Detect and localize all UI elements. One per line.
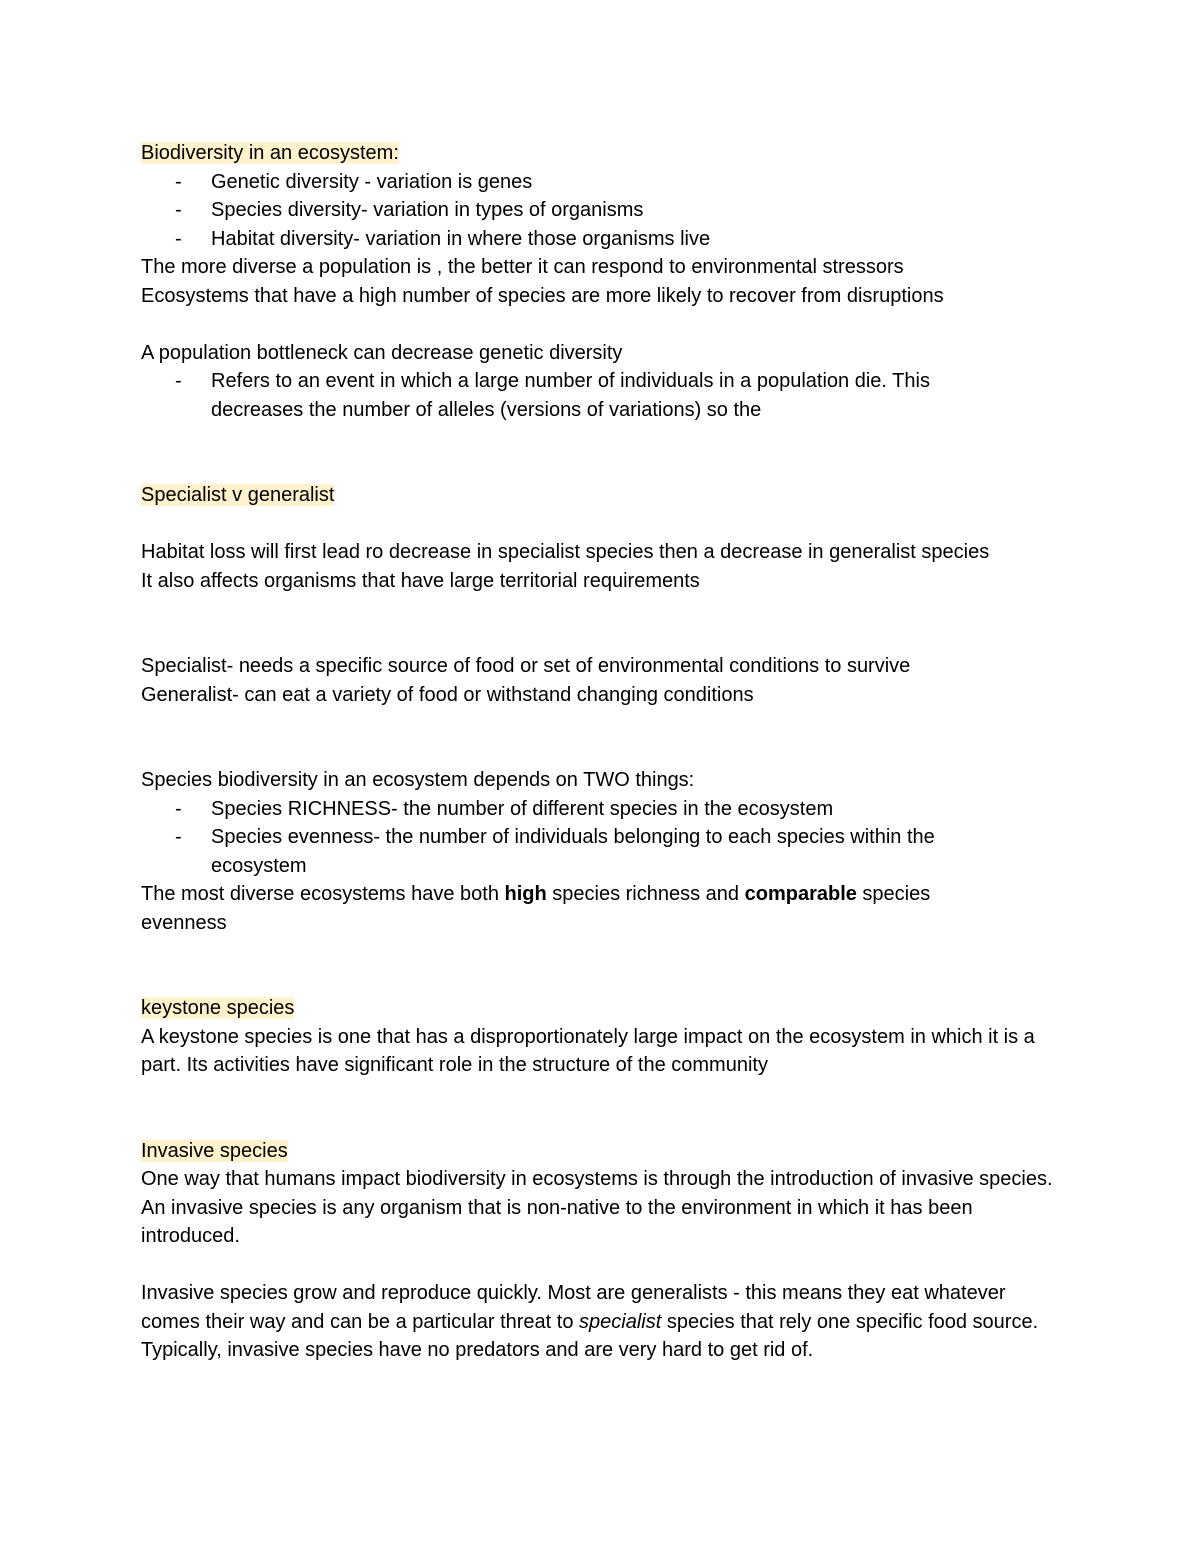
spacer	[141, 966, 1071, 995]
spacer	[141, 1080, 1071, 1109]
document-body	[141, 139, 1071, 1365]
list-item: - Species evenness- the number of individuals belonging to each species within the ecosystem	[175, 826, 935, 877]
section-heading-keystone: keystone species	[141, 997, 295, 1019]
paragraph-diversity: The most diverse ecosystems have both high species richness and comparable species evenness	[141, 883, 931, 934]
spacer	[141, 510, 1071, 539]
paragraph: One way that humans impact biodiversity in ecosystems is through the introduction of invasive species. An invasive species is any organism that is non-native to the environment in which it has been introduced.	[141, 1168, 1053, 1247]
spacer	[141, 937, 1071, 966]
spacer	[141, 424, 1071, 453]
spacer	[141, 310, 1071, 339]
paragraph: The more diverse a population is , the better it can respond to environmental stressors	[141, 256, 904, 278]
spacer	[141, 738, 1071, 767]
spacer	[141, 453, 1071, 482]
spacer	[141, 624, 1071, 653]
paragraph: Generalist- can eat a variety of food or withstand changing conditions	[141, 683, 754, 706]
list-item: - Genetic diversity - variation is genes	[175, 170, 533, 193]
paragraph: Habitat loss will first lead ro decrease in specialist species then a decrease in generalist species	[141, 541, 990, 563]
paragraph: Species biodiversity in an ecosystem depends on TWO things:	[141, 769, 695, 791]
spacer	[141, 1108, 1071, 1137]
section-heading-biodiversity: Biodiversity in an ecosystem:	[141, 142, 399, 164]
section-heading-invasive: Invasive species	[141, 1139, 288, 1162]
spacer	[141, 709, 1071, 738]
paragraph: Specialist- needs a specific source of food or set of environmental conditions to survive	[141, 655, 911, 677]
paragraph: A population bottleneck can decrease genetic diversity	[141, 341, 623, 364]
list-item: - Habitat diversity- variation in where those organisms live	[175, 227, 711, 250]
section-heading-specialist: Specialist v generalist	[141, 484, 335, 506]
spacer	[141, 595, 1071, 624]
paragraph: A keystone species is one that has a disproportionately large impact on the ecosystem in which it is a part. Its activities have significant role in the structure of the community	[141, 1025, 1035, 1076]
list-item: - Refers to an event in which a large number of individuals in a population die. This decreases the number of alleles (versions of variations) so the	[175, 370, 930, 421]
spacer	[141, 1251, 1071, 1280]
list-item: - Species diversity- variation in types of organisms	[175, 199, 644, 221]
paragraph: Ecosystems that have a high number of species are more likely to recover from disruptions	[141, 284, 944, 307]
paragraph: Invasive species grow and reproduce quickly. Most are generalists - this means they eat whatever comes their way and can be a particular threat to specialist species that rely one specific food source. Typically, invasive species have no predators and are very hard to get rid of.	[141, 1282, 1039, 1361]
paragraph: It also affects organisms that have large territorial requirements	[141, 569, 700, 592]
list-item: - Species RICHNESS- the number of different species in the ecosystem	[175, 797, 834, 820]
